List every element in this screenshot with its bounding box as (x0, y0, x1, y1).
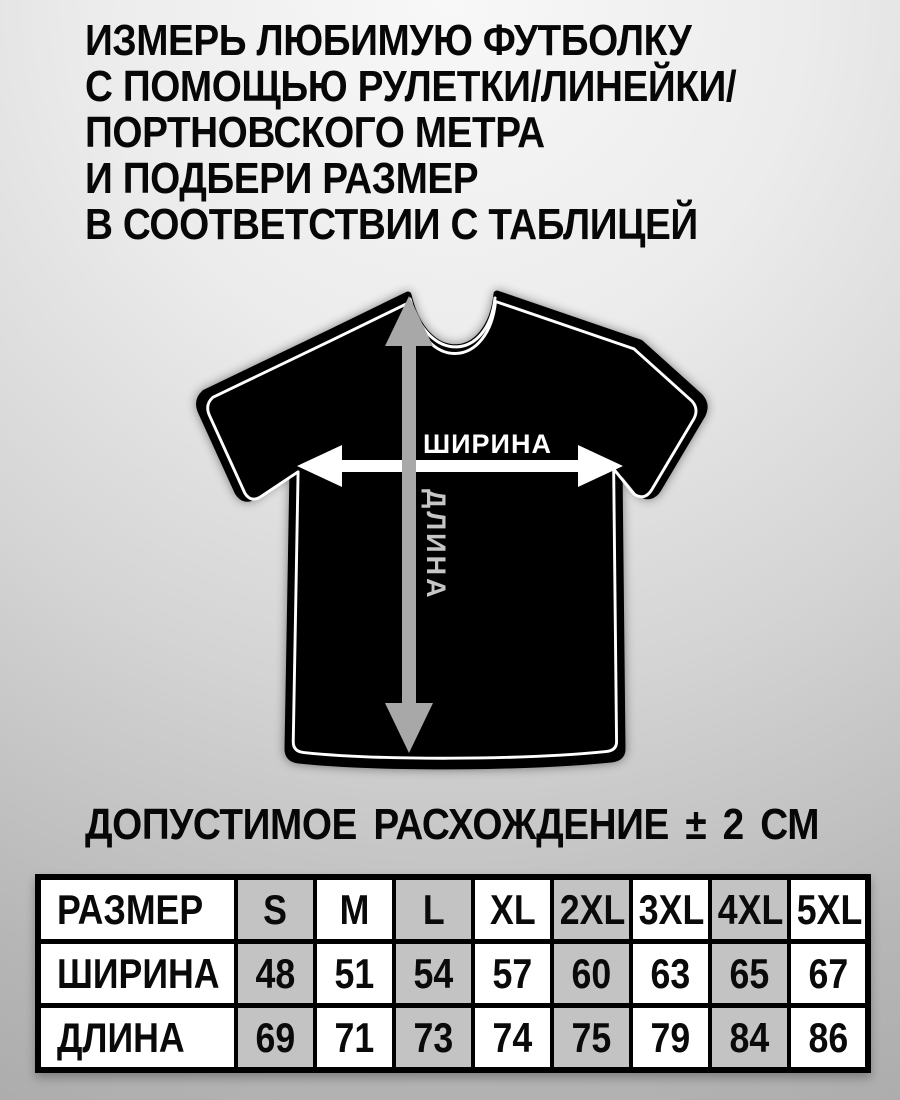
width-value-cell: 65 (710, 942, 789, 1006)
width-value-cell: 54 (394, 942, 473, 1006)
width-row-label: ШИРИНА (38, 942, 236, 1006)
length-value-cell: 84 (710, 1006, 789, 1071)
size-col-5xl: 5XL (789, 877, 868, 942)
width-row (38, 942, 868, 1006)
size-col-2xl: 2XL (552, 877, 631, 942)
instruction-line-2: С ПОМОЩЬЮ РУЛЕТКИ/ЛИНЕЙКИ/ (85, 62, 737, 111)
width-value-cell: 48 (236, 942, 315, 1006)
width-value-cell: 57 (473, 942, 552, 1006)
length-row-label: ДЛИНА (38, 1006, 236, 1071)
length-value-cell: 71 (315, 1006, 394, 1071)
length-value-cell: 79 (631, 1006, 710, 1071)
instruction-line-3: ПОРТНОВСКОГО МЕТРА (85, 108, 545, 157)
length-value-cell: 86 (789, 1006, 868, 1071)
width-value-cell: 51 (315, 942, 394, 1006)
instruction-line-5: В СООТВЕТСТВИИ С ТАБЛИЦЕЙ (85, 200, 698, 249)
headline (85, 18, 825, 248)
size-col-3xl: 3XL (631, 877, 710, 942)
length-label: ДЛИНА (421, 489, 451, 601)
size-col-4xl: 4XL (710, 877, 789, 942)
tshirt-diagram (190, 283, 715, 770)
length-row (38, 1006, 868, 1071)
size-table (35, 874, 871, 1073)
length-value-cell: 74 (473, 1006, 552, 1071)
size-table-header-row (38, 877, 868, 942)
length-value-cell: 75 (552, 1006, 631, 1071)
size-col-xl: XL (473, 877, 552, 942)
width-label: ШИРИНА (423, 429, 552, 459)
length-value-cell: 69 (236, 1006, 315, 1071)
size-header-label: РАЗМЕР (38, 877, 236, 942)
instruction-line-1: ИЗМЕРЬ ЛЮБИМУЮ ФУТБОЛКУ (85, 16, 692, 65)
tolerance-note: ДОПУСТИМОЕ РАСХОЖДЕНИЕ ± 2 СМ (85, 800, 820, 849)
size-col-s: S (236, 877, 315, 942)
width-value-cell: 63 (631, 942, 710, 1006)
width-value-cell: 60 (552, 942, 631, 1006)
instruction-line-4: И ПОДБЕРИ РАЗМЕР (85, 154, 479, 203)
size-col-m: M (315, 877, 394, 942)
width-value-cell: 67 (789, 942, 868, 1006)
size-col-l: L (394, 877, 473, 942)
length-value-cell: 73 (394, 1006, 473, 1071)
